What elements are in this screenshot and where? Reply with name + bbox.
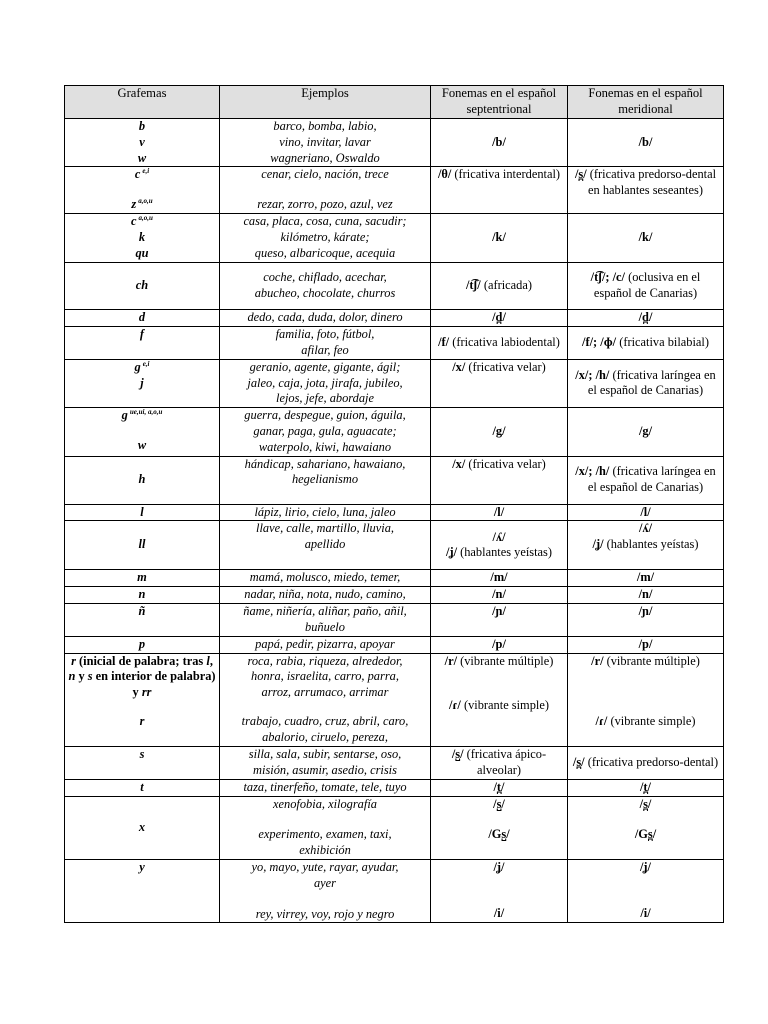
example-line: silla, sala, subir, sentarse, oso,	[248, 746, 402, 761]
phoneme: /k/	[638, 230, 653, 245]
example-line: honra, israelita, carro, parra,	[251, 669, 399, 684]
grapheme-cell	[65, 604, 220, 637]
grapheme: s	[139, 746, 145, 761]
table-row	[65, 521, 724, 570]
examples-cell: lápiz, lirio, cielo, luna, jaleo	[220, 504, 431, 521]
phoneme-note: (fricativa laríngea en el español de Canarias)	[587, 367, 716, 398]
grapheme-cell	[65, 359, 220, 407]
table-row	[65, 408, 724, 456]
examples-cell: mamá, molusco, miedo, temer,	[220, 570, 431, 587]
grapheme-cell	[65, 167, 220, 214]
grapheme-cell	[65, 746, 220, 779]
phoneme-merid-cell	[568, 604, 724, 637]
phoneme-sept-cell	[431, 779, 568, 796]
example-line: ganar, paga, gula, aguacate;	[253, 423, 397, 438]
phoneme-merid-cell	[568, 570, 724, 587]
example-line: trabajo, cuadro, cruz, abril, caro,	[241, 713, 409, 728]
example-line: casa, placa, cosa, cuna, sacudir;	[243, 214, 407, 229]
example-line: coche, chiflado, acechar,	[263, 269, 387, 284]
examples-cell	[220, 359, 431, 407]
table-row	[65, 262, 724, 309]
table-row	[65, 653, 724, 746]
phoneme-sept-cell	[431, 653, 568, 746]
example-line: hegelianismo	[291, 472, 359, 487]
table-row	[65, 859, 724, 922]
grapheme-cell	[65, 408, 220, 456]
example-line: barco, bomba, labio,	[273, 119, 377, 133]
grapheme-cell	[65, 859, 220, 922]
phoneme-sept-cell	[431, 119, 568, 167]
phoneme-note: (fricativa laríngea en el español de Canarias)	[587, 464, 716, 495]
examples-cell	[220, 167, 431, 214]
table-row	[65, 214, 724, 262]
phoneme-merid-cell	[568, 796, 724, 859]
example-line: roca, rabia, riqueza, alrededor,	[247, 653, 403, 668]
phoneme: /i/	[640, 905, 651, 920]
example-line: queso, albaricoque, acequia	[254, 245, 396, 260]
example-line: ayer	[313, 875, 337, 890]
phoneme-merid-cell	[568, 504, 724, 521]
phoneme-note: (africada)	[480, 277, 532, 292]
phoneme: /θ/	[437, 167, 452, 182]
phoneme-sept-cell	[431, 570, 568, 587]
examples-cell	[220, 408, 431, 456]
phoneme-merid-cell	[568, 326, 724, 359]
example-line: llave, calle, martillo, lluvia,	[256, 521, 394, 536]
grapheme: v	[139, 134, 145, 149]
phoneme-variant: /r/ (vibrante múltiple)	[444, 653, 554, 668]
examples-cell	[220, 604, 431, 637]
example-line: wagneriano, Oswaldo	[270, 150, 380, 165]
phoneme: /g/	[492, 423, 506, 438]
example-line: afilar, feo	[301, 342, 349, 357]
examples-cell	[220, 859, 431, 922]
phoneme: /d̪/	[492, 309, 506, 324]
example-line: rey, virrey, voy, rojo y negro	[255, 906, 395, 921]
example-line: xenofobia, xilografía	[273, 796, 377, 811]
phoneme-merid-cell	[568, 636, 724, 653]
phoneme: /g/	[638, 423, 653, 438]
examples-cell: taza, tinerfeño, tomate, tele, tuyo	[220, 779, 431, 796]
grapheme: z $^{a,o,u}$	[131, 197, 153, 212]
phoneme: /x/; /h/	[575, 367, 610, 382]
phoneme: /l/	[640, 504, 651, 519]
phoneme-sept-cell	[431, 167, 568, 214]
phoneme-note: (fricativa ápico-alveolar)	[463, 746, 547, 777]
phoneme: /s̪/	[574, 167, 587, 182]
example-line: buñuelo	[305, 619, 345, 634]
grapheme: p	[138, 636, 146, 651]
grapheme-cell	[65, 214, 220, 262]
table-row	[65, 119, 724, 167]
phoneme-note: (oclusiva en el español de Canarias)	[593, 269, 701, 300]
examples-cell	[220, 521, 431, 570]
grapheme-cell	[65, 326, 220, 359]
table-row	[65, 456, 724, 504]
phoneme: /l/	[493, 504, 505, 519]
phoneme: /m/	[636, 570, 655, 585]
phoneme: /b/	[492, 134, 506, 149]
phoneme-merid-cell	[568, 746, 724, 779]
phoneme: /Gs̺/	[488, 827, 510, 842]
table-row	[65, 587, 724, 604]
phoneme-merid-cell	[568, 408, 724, 456]
phoneme-sept-cell	[431, 521, 568, 570]
header-grafemas: Grafemas	[65, 86, 220, 119]
example-line: cenar, cielo, nación, trece	[261, 167, 389, 182]
table-row	[65, 359, 724, 407]
phoneme-merid-cell	[568, 521, 724, 570]
phoneme: /k/	[492, 230, 506, 245]
grapheme: b	[138, 119, 146, 133]
phoneme-merid-cell	[568, 779, 724, 796]
phoneme: /ʎ/	[492, 529, 506, 544]
example-line: experimento, examen, taxi,	[258, 827, 392, 842]
grapheme: j	[140, 375, 144, 390]
examples-cell: papá, pedir, pizarra, apoyar	[220, 636, 431, 653]
phoneme: /s̺/	[451, 746, 464, 761]
example-line: misión, asumir, asedio, crisis	[253, 762, 397, 777]
phoneme: /t̪/	[493, 779, 505, 794]
grapheme-cell	[65, 521, 220, 570]
phoneme: /ʎ/	[638, 521, 653, 536]
phoneme-sept-cell	[431, 796, 568, 859]
table-row	[65, 309, 724, 326]
phoneme-sept-cell	[431, 309, 568, 326]
phoneme: /s̪/	[572, 754, 585, 769]
phoneme-merid-cell	[568, 214, 724, 262]
example-line: rezar, zorro, pozo, azul, vez	[257, 197, 393, 212]
phoneme-sept-cell	[431, 262, 568, 309]
phoneme: /t̪/	[639, 779, 651, 794]
phoneme-sept-cell	[431, 504, 568, 521]
phoneme: /b/	[638, 134, 653, 149]
phoneme: /t͡ʃ/; /c/	[590, 269, 625, 284]
phoneme-sept-cell	[431, 746, 568, 779]
phoneme-merid-cell	[568, 456, 724, 504]
phoneme: /x/; /h/	[575, 464, 610, 479]
phoneme-sept-cell	[431, 214, 568, 262]
grapheme: g $^{ue,ui, a,o,u}$	[121, 408, 163, 423]
phoneme: /i/	[493, 905, 505, 920]
grapheme-cell	[65, 262, 220, 309]
grapheme: ch	[135, 277, 149, 292]
phoneme-merid-cell	[568, 119, 724, 167]
grapheme-cell	[65, 636, 220, 653]
phoneme-merid-cell	[568, 587, 724, 604]
example-line: hándicap, sahariano, hawaiano,	[244, 456, 406, 471]
phoneme-note: (fricativa labiodental)	[449, 334, 560, 349]
table-row	[65, 570, 724, 587]
grapheme: n	[138, 587, 146, 602]
examples-cell	[220, 653, 431, 746]
phoneme-sept-cell	[431, 326, 568, 359]
phoneme-sept-cell	[431, 456, 568, 504]
example-line: jaleo, caja, jota, jirafa, jubileo,	[247, 375, 403, 390]
grapheme: w	[137, 437, 147, 452]
grapheme: l	[140, 504, 144, 519]
examples-cell	[220, 796, 431, 859]
phoneme-variant: /ʝ/ (hablantes yeístas)	[592, 537, 699, 552]
table-row	[65, 504, 724, 521]
phoneme: /Gs̪/	[634, 827, 657, 842]
phoneme-merid-cell	[568, 262, 724, 309]
phoneme: /ʝ/	[639, 859, 651, 874]
phoneme-merid-cell	[568, 359, 724, 407]
table-row	[65, 636, 724, 653]
example-line: yo, mayo, yute, rayar, ayudar,	[251, 859, 399, 874]
grapheme: w	[137, 150, 147, 165]
phoneme-note: (fricativa interdental)	[451, 167, 561, 182]
grapheme: g $^{e,i}$	[134, 359, 150, 374]
grapheme: t	[140, 779, 144, 794]
grapheme: x	[138, 819, 146, 834]
examples-cell: nadar, niña, nota, nudo, camino,	[220, 587, 431, 604]
grapheme-cell	[65, 587, 220, 604]
phoneme-variant: /ɾ/ (vibrante simple)	[595, 714, 696, 729]
table-row	[65, 167, 724, 214]
phoneme: /d̪/	[638, 309, 653, 324]
example-line: ñame, niñería, aliñar, paño, añil,	[243, 604, 407, 619]
example-line: waterpolo, kiwi, hawaiano	[258, 439, 392, 454]
grapheme-phoneme-table	[64, 85, 724, 923]
grapheme-cell	[65, 119, 220, 167]
example-line: familia, foto, fútbol,	[275, 326, 375, 341]
phoneme-note: (fricativa bilabial)	[616, 334, 709, 349]
phoneme-sept-cell	[431, 859, 568, 922]
example-line: guerra, despegue, guion, águila,	[244, 408, 406, 423]
example-line: lejos, jefe, abordaje	[276, 391, 374, 406]
phoneme-note: (fricativa velar)	[465, 456, 546, 471]
grapheme: m	[137, 570, 147, 585]
phoneme: /n/	[492, 587, 506, 602]
table-row	[65, 326, 724, 359]
grapheme: ll	[138, 537, 146, 552]
examples-cell	[220, 746, 431, 779]
table-row	[65, 604, 724, 637]
phoneme: /t͡ʃ/	[465, 277, 481, 292]
grapheme-cell	[65, 570, 220, 587]
grapheme: qu	[135, 245, 149, 260]
example-line: abalorio, ciruelo, pereza,	[262, 729, 388, 744]
phoneme: /f/; /ɸ/	[582, 334, 617, 349]
grapheme: ñ	[138, 604, 146, 619]
phoneme: /f/	[438, 334, 450, 349]
header-row	[65, 86, 724, 119]
example-line: abucheo, chocolate, churros	[254, 285, 396, 300]
examples-cell	[220, 214, 431, 262]
grapheme-cell	[65, 309, 220, 326]
table-row	[65, 796, 724, 859]
example-line: arroz, arrumaco, arrimar	[261, 685, 389, 700]
phoneme-note: (fricativa predorso-dental)	[584, 754, 719, 769]
phoneme: /p/	[638, 636, 653, 651]
grapheme-cell	[65, 779, 220, 796]
header-septentrional: Fonemas en el español septentrional	[431, 86, 568, 119]
grapheme: c $^{a,o,u}$	[131, 214, 153, 229]
phoneme: /x/	[452, 359, 466, 374]
grapheme: y	[139, 859, 145, 874]
example-line: exhibición	[299, 843, 351, 858]
grapheme-cell	[65, 653, 220, 746]
phoneme-sept-cell	[431, 359, 568, 407]
table-row	[65, 779, 724, 796]
phoneme-note: (fricativa predorso-dental en hablantes seseantes)	[586, 167, 717, 198]
grapheme: r	[139, 713, 145, 728]
phoneme: /s̺/	[493, 796, 505, 811]
phoneme: /n/	[638, 587, 653, 602]
phoneme: /x/	[452, 456, 466, 471]
phoneme-sept-cell	[431, 408, 568, 456]
examples-cell	[220, 119, 431, 167]
grapheme-cell	[65, 504, 220, 521]
grapheme: k	[138, 230, 146, 245]
example-line: geranio, agente, gigante, ágil;	[249, 359, 401, 374]
grapheme: c $^{e,i}$	[134, 167, 150, 182]
phoneme-sept-cell	[431, 587, 568, 604]
grapheme: h	[138, 472, 146, 487]
phoneme: /ʝ/	[493, 859, 505, 874]
example-line: vino, invitar, lavar	[279, 134, 371, 149]
examples-cell	[220, 262, 431, 309]
grapheme-cell	[65, 796, 220, 859]
grapheme-cell	[65, 456, 220, 504]
phoneme-merid-cell	[568, 167, 724, 214]
examples-cell: dedo, cada, duda, dolor, dinero	[220, 309, 431, 326]
phoneme-merid-cell	[568, 309, 724, 326]
phoneme: /s̪/	[639, 796, 652, 811]
phoneme-sept-cell	[431, 604, 568, 637]
example-line: apellido	[304, 537, 346, 552]
phoneme-sept-cell	[431, 636, 568, 653]
examples-cell	[220, 326, 431, 359]
table-row	[65, 746, 724, 779]
examples-cell	[220, 456, 431, 504]
grapheme: f	[139, 326, 145, 341]
phoneme-merid-cell	[568, 653, 724, 746]
phoneme: /ɲ/	[638, 604, 653, 619]
header-meridional: Fonemas en el español meridional	[568, 86, 724, 119]
phoneme: /p/	[492, 636, 506, 651]
phoneme-variant: /r/ (vibrante múltiple)	[591, 653, 700, 668]
phoneme-note: (fricativa velar)	[465, 359, 546, 374]
example-line: kilómetro, kárate;	[280, 230, 370, 245]
phoneme: /ɲ/	[492, 604, 506, 619]
grapheme-rr-description: r (inicial de palabra; tras l, n y s en interior de palabra) y rr	[68, 653, 216, 700]
phoneme-variant: /ʝ/ (hablantes yeístas)	[446, 545, 552, 560]
phoneme-variant: /ɾ/ (vibrante simple)	[449, 698, 549, 713]
grapheme: d	[138, 309, 146, 324]
phoneme: /m/	[490, 570, 508, 585]
header-ejemplos: Ejemplos	[220, 86, 431, 119]
phoneme-merid-cell	[568, 859, 724, 922]
